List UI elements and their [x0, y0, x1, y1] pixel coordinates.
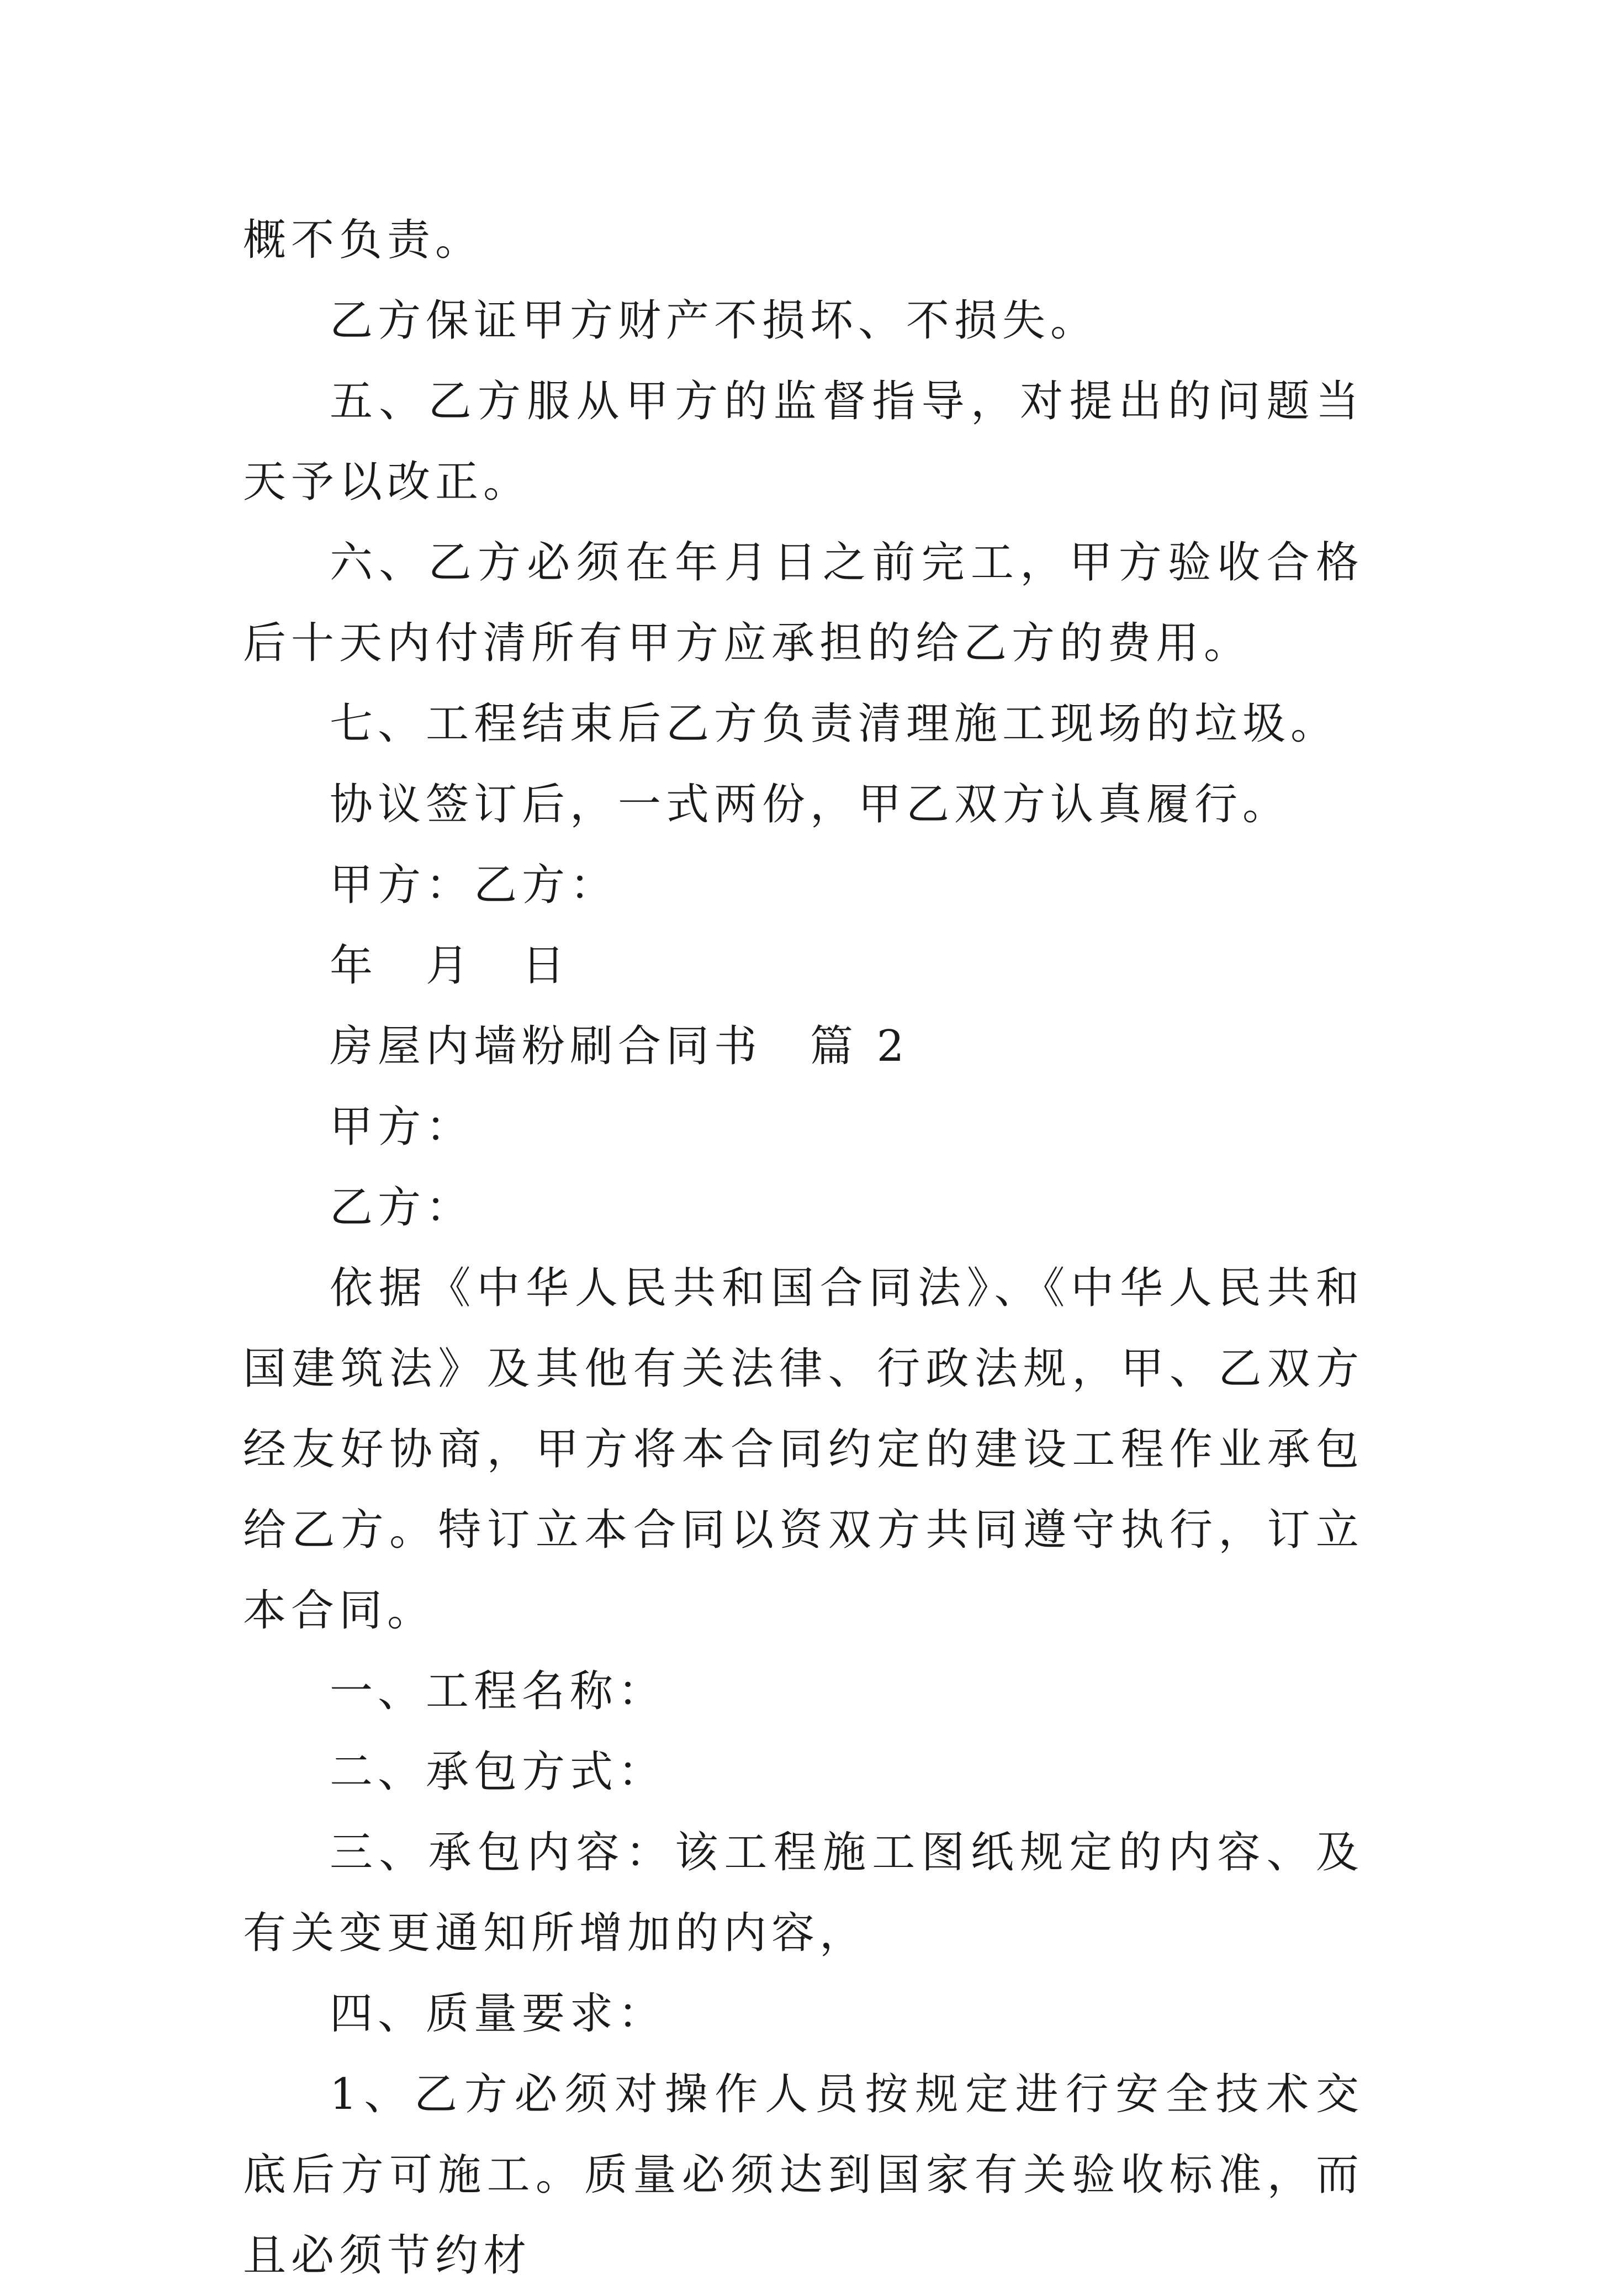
section-title: 房屋内墙粉刷合同书 篇 2	[330, 1022, 909, 1071]
paragraph: 七、工程结束后乙方负责清理施工现场的垃圾。	[330, 699, 1339, 749]
paragraph: 乙方保证甲方财产不损坏、不损失。	[330, 296, 1099, 346]
paragraph: 1、乙方必须对操作人员按规定进行安全技术交底后方可施工。质量必须达到国家有关验收标准，而且必须节约材	[243, 2070, 1364, 2281]
paragraph: 二、承包方式：	[330, 1747, 666, 1797]
paragraph: 依据《中华人民共和国合同法》、《中华人民共和国建筑法》及其他有关法律、行政法规，甲、乙双方经友好协商，甲方将本合同约定的建设工程作业承包给乙方。特订立本合同以资双方共同遵守执行，订立本合同。	[243, 1263, 1364, 1636]
party-b-line: 乙方：	[330, 1183, 474, 1232]
document-body	[243, 200, 1364, 2296]
paragraph: 五、乙方服从甲方的监督指导，对提出的问题当天予以改正。	[243, 377, 1364, 507]
signature-line: 甲方：乙方：	[330, 860, 618, 910]
paragraph: 一、工程名称：	[330, 1667, 666, 1716]
party-a-line: 甲方：	[330, 1102, 474, 1152]
paragraph: 概不负责。	[243, 215, 484, 265]
paragraph: 三、承包内容：该工程施工图纸规定的内容、及有关变更通知所增加的内容，	[243, 1828, 1364, 1958]
paragraph: 六、乙方必须在年月日之前完工，甲方验收合格后十天内付清所有甲方应承担的给乙方的费用。	[243, 538, 1364, 668]
paragraph: 四、质量要求：	[330, 1989, 666, 2039]
paragraph: 协议签订后，一式两份，甲乙双方认真履行。	[330, 780, 1291, 829]
date-line: 年 月 日	[330, 941, 570, 991]
